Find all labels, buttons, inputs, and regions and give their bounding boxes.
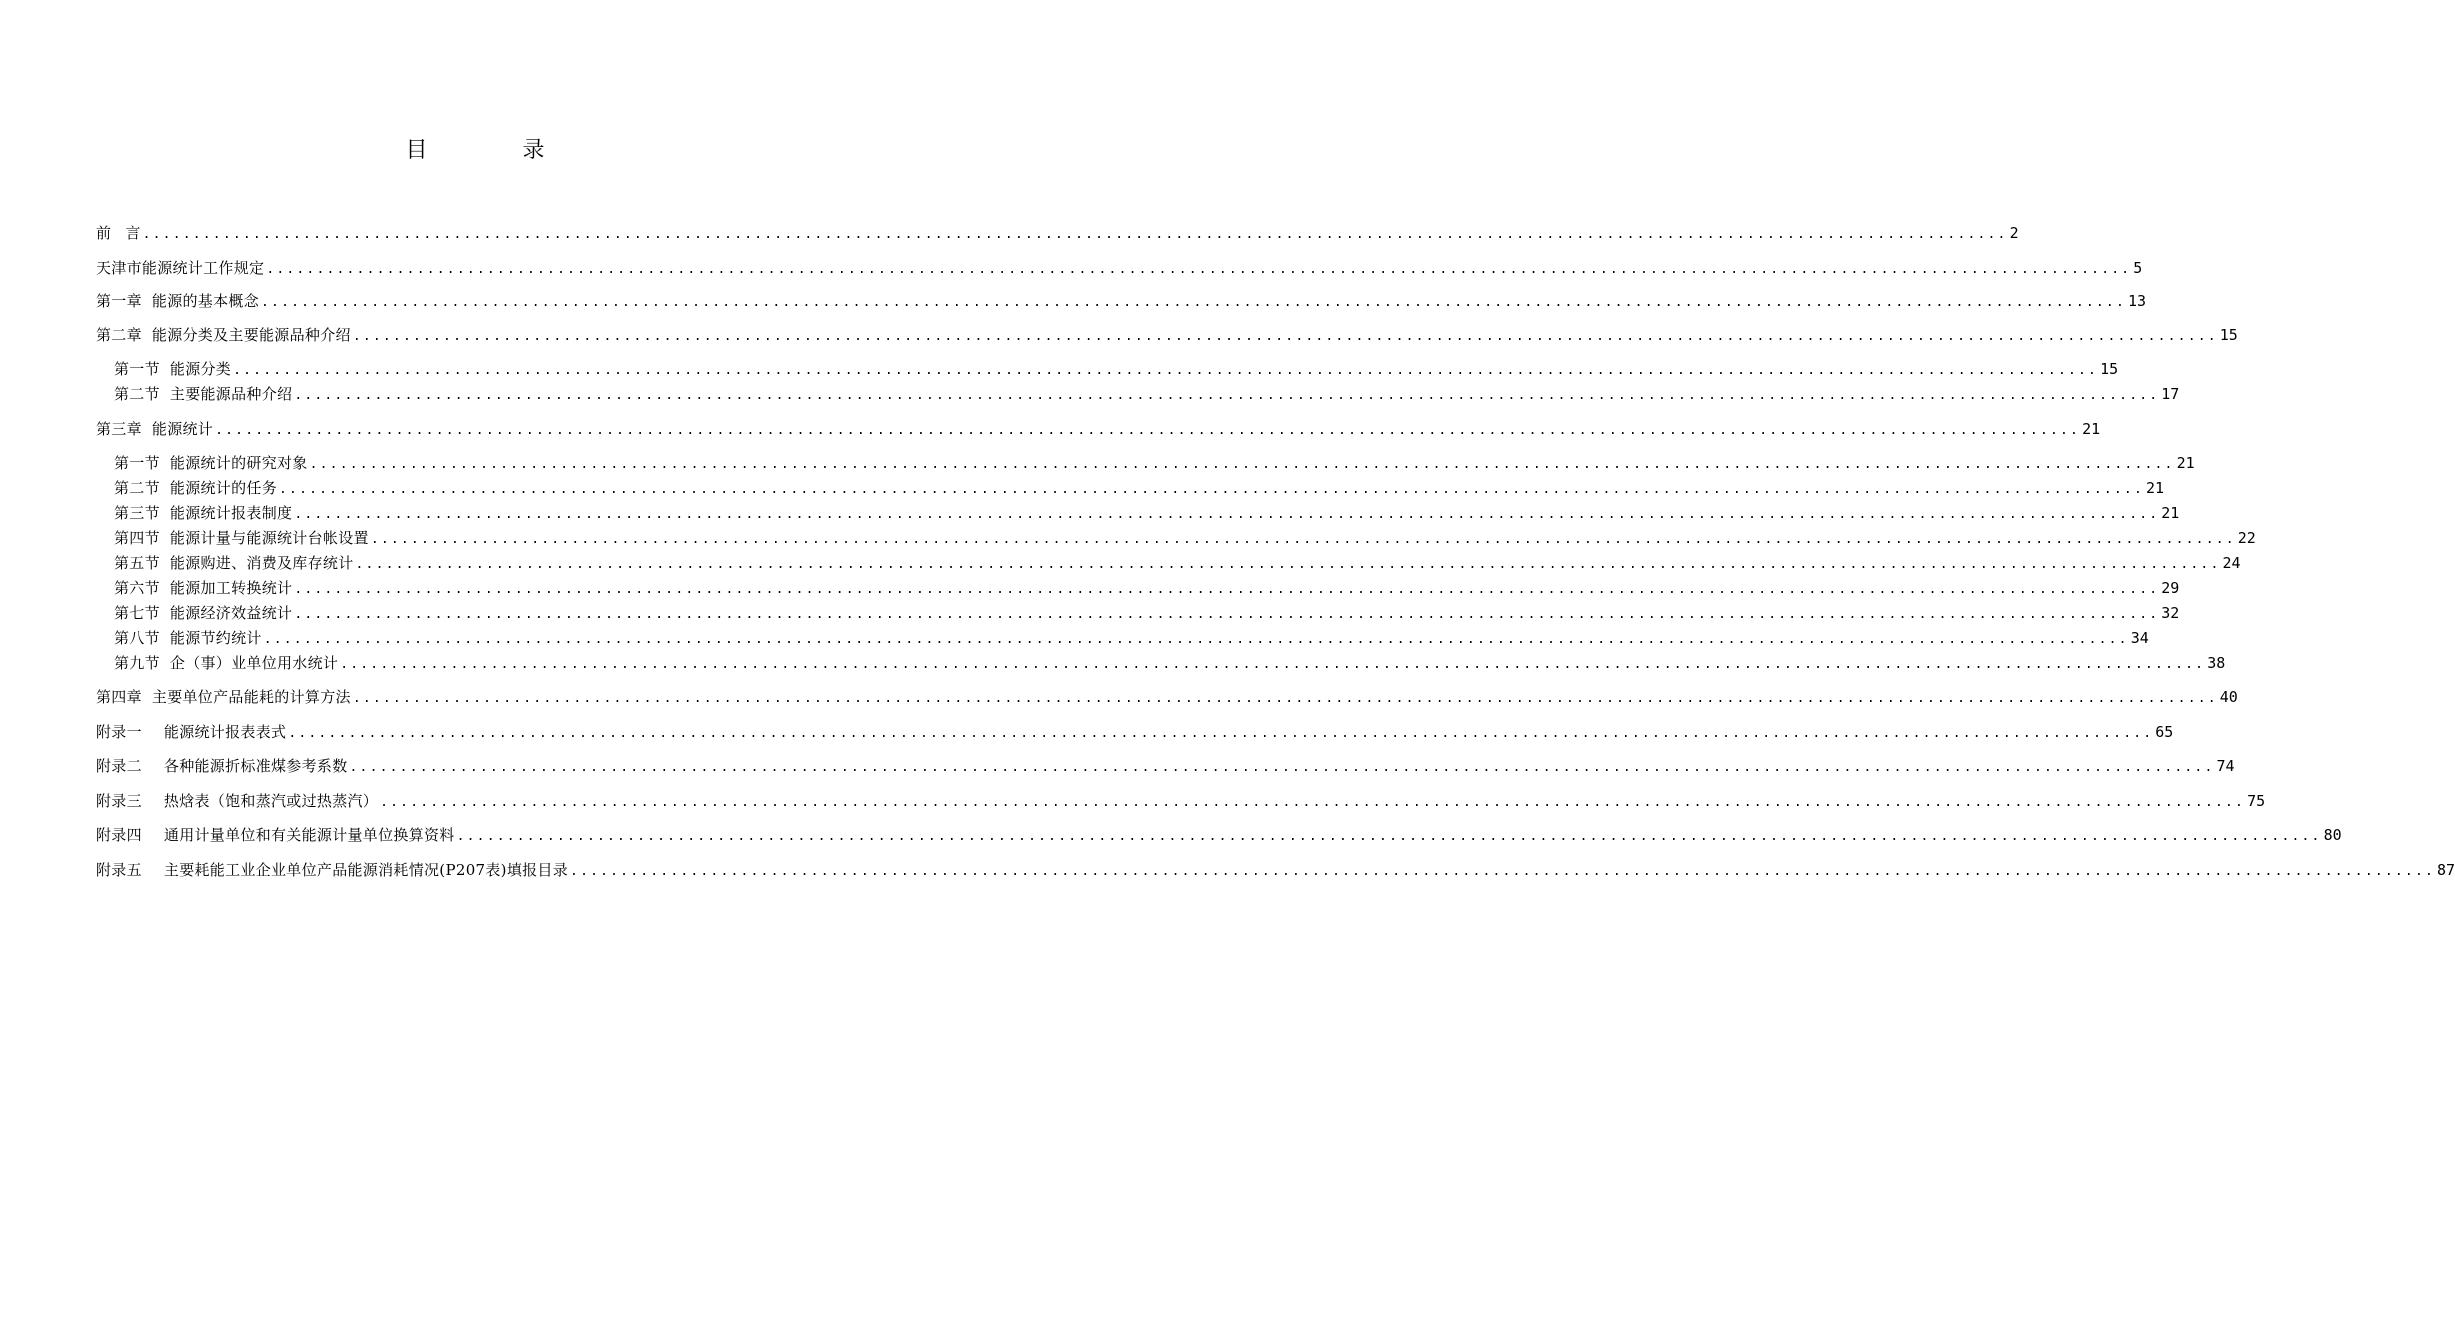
toc-page-number: 24 [2222,554,2241,572]
toc-leader: .......................................................................................................................................................................................... [294,507,2160,522]
toc-entry-appendix-1[interactable] [96,721,2174,743]
toc-entry-preface[interactable] [96,222,2019,244]
toc-page-number: 40 [2219,688,2238,706]
toc-entry-label: 第二节 主要能源品种介绍 [114,385,293,403]
toc-page-number: 15 [2219,326,2238,344]
toc-leader: .......................................................................................................................................................................................... [352,691,2218,706]
toc-page-number: 75 [2247,792,2266,810]
toc-entry-label: 第九节 企（事）业单位用水统计 [114,654,339,672]
toc-page-number: 21 [2176,454,2195,472]
toc-leader: .......................................................................................................................................................................................... [294,582,2160,597]
toc-page-number: 22 [2237,529,2256,547]
toc-entry-chapter-2[interactable] [96,324,2238,346]
toc-leader: .......................................................................................................................................................................................... [233,363,2099,378]
toc-entry-appendix-2[interactable] [96,755,2235,777]
toc-entry-label: 第三节 能源统计报表制度 [114,504,293,522]
toc-entry-label: 附录四 通用计量单位和有关能源计量单位换算资料 [96,826,455,844]
toc-entry-label: 第一节 能源分类 [114,360,232,378]
toc-entry-label: 第二章 能源分类及主要能源品种介绍 [96,326,351,344]
toc-leader: .......................................................................................................................................................................................... [352,329,2218,344]
toc-entry-label: 天津市能源统计工作规定 [96,259,265,277]
toc-entry-appendix-3[interactable] [96,790,2266,812]
toc-entry-section-3-6[interactable] [114,577,2180,599]
toc-leader: .......................................................................................................................................................................................... [263,632,2129,647]
page-title: 目 录 [405,138,589,163]
toc-page-number: 65 [2155,723,2174,741]
toc-page-number: 21 [2145,479,2165,497]
toc-page-number: 21 [2082,420,2101,438]
toc-entry-section-3-8[interactable] [114,627,2149,649]
toc-page-number: 15 [2100,360,2119,378]
toc-leader: .......................................................................................................................................................................................... [370,532,2236,547]
toc-page-number: 21 [2161,504,2180,522]
toc-entry-chapter-4[interactable] [96,686,2238,708]
toc-page-number: 74 [2216,757,2235,775]
toc-entry-chapter-3[interactable] [96,418,2101,440]
toc-page-number: 80 [2323,826,2342,844]
toc-entry-appendix-4[interactable] [96,824,2342,846]
toc-leader: .......................................................................................................................................................................................... [142,227,2008,242]
toc-leader: .......................................................................................................................................................................................... [355,557,2221,572]
toc-page-number: 87 [2437,861,2455,879]
toc-leader: .......................................................................................................................................................................................... [340,657,2206,672]
toc-leader: .......................................................................................................................................................................................... [380,795,2246,810]
toc-leader: .......................................................................................................................................................................................... [215,423,2081,438]
toc-entry-label: 第七节 能源经济效益统计 [114,604,293,622]
toc-entry-label: 第六节 能源加工转换统计 [114,579,293,597]
toc-entry-section-3-5[interactable] [114,552,2241,574]
toc-entry-label: 第五节 能源购进、消费及库存统计 [114,554,354,572]
toc-leader: .......................................................................................................................................................................................... [266,262,2132,277]
toc-entry-label: 附录二 各种能源折标准煤参考系数 [96,757,348,775]
toc-page-number: 34 [2130,629,2149,647]
toc-entry-section-3-3[interactable] [114,502,2180,524]
toc-leader: .......................................................................................................................................................................................... [570,864,2436,879]
toc-entry-appendix-5[interactable] [96,859,2455,881]
toc-page-number: 38 [2207,654,2226,672]
toc-entry-section-3-1[interactable] [114,452,2195,474]
toc-leader: .......................................................................................................................................................................................... [279,482,2144,497]
toc-entry-section-2-2[interactable] [114,383,2180,405]
toc-leader: .......................................................................................................................................................................................... [309,457,2175,472]
toc-entry-regulations[interactable] [96,257,2143,279]
toc-entry-label: 附录五 主要耗能工业企业单位产品能源消耗情况(P207表)填报目录 [96,861,569,879]
toc-entry-label: 第四章 主要单位产品能耗的计算方法 [96,688,351,706]
toc-entry-section-3-7[interactable] [114,602,2180,624]
toc-entry-label: 附录三 热焓表（饱和蒸汽或过热蒸汽） [96,792,379,810]
toc-entry-label: 附录一 能源统计报表表式 [96,723,287,741]
toc-page-number: 32 [2161,604,2180,622]
toc-page-number: 2 [2009,224,2019,242]
toc-entry-chapter-1[interactable] [96,290,2147,312]
toc-entry-label: 第一章 能源的基本概念 [96,292,260,310]
toc-page-number: 29 [2161,579,2180,597]
toc-entry-label: 第一节 能源统计的研究对象 [114,454,308,472]
toc-leader: .......................................................................................................................................................................................... [349,760,2215,775]
toc-entry-label: 第三章 能源统计 [96,420,214,438]
toc-leader: .......................................................................................................................................................................................... [294,388,2160,403]
toc-leader: .......................................................................................................................................................................................... [456,829,2322,844]
toc-page-number: 5 [2133,259,2143,277]
toc-entry-label: 第八节 能源节约统计 [114,629,262,647]
toc-entry-section-3-9[interactable] [114,652,2226,674]
toc-entry-section-3-2[interactable] [114,477,2165,499]
toc-page-number: 13 [2127,292,2147,310]
toc-leader: .......................................................................................................................................................................................... [294,607,2160,622]
toc-leader: .......................................................................................................................................................................................... [261,295,2126,310]
toc-entry-section-3-4[interactable] [114,527,2256,549]
toc-entry-label: 第四节 能源计量与能源统计台帐设置 [114,529,369,547]
toc-leader: .......................................................................................................................................................................................... [288,726,2154,741]
toc-page-number: 17 [2161,385,2180,403]
toc-entry-section-2-1[interactable] [114,358,2119,380]
toc-entry-label: 第二节 能源统计的任务 [114,479,278,497]
toc-entry-label: 前 言 [96,224,141,242]
